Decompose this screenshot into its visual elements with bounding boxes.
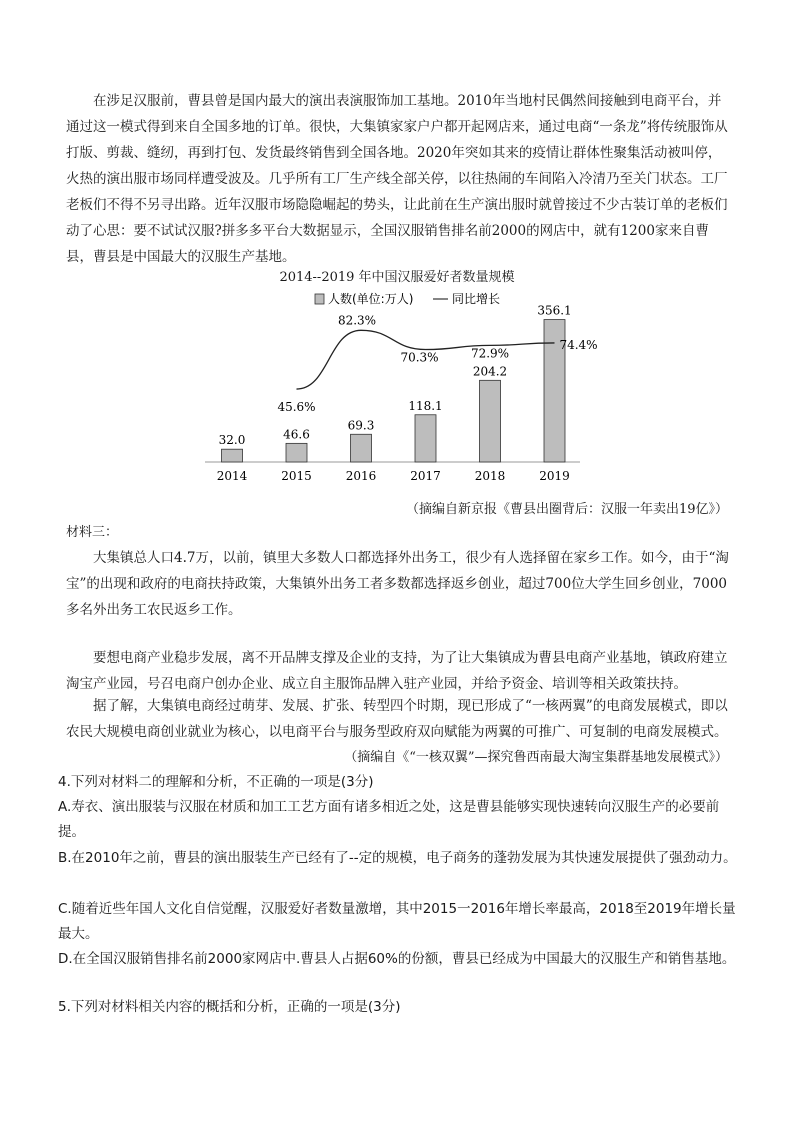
legend-bar-swatch [315,294,324,304]
question-4-option-b: B.在2010年之前，曹县的演出服装生产已经有了--定的规模，电子商务的蓬勃发展为其快速发展提供了强劲动力。 [58,850,737,866]
material3-source: （摘编自《“一核双翼”—探究鲁西南最大淘宝集群基地发展模式》） [344,750,728,765]
bar-2014 [222,449,243,462]
bar-label-2017: 118.1 [408,398,443,413]
bar-label-2014: 32.0 [218,433,246,448]
x-tick-2019: 2019 [539,469,570,483]
x-tick-2017: 2017 [410,469,441,483]
question-5-stem: 5.下列对材料相关内容的概括和分析，正确的一项是(3分) [58,999,401,1015]
material3-p3: 据了解，大集镇电商经过萌芽、发展、扩张、转型四个时期，现已形成了“一核两翼”的电商发展模式，即以农民大规模电商创业就业为核心，以电商平台与服务型政府双向赋能为两翼的可推广、可复制的电商发展模式。 [66,698,728,740]
bar-2017 [415,415,436,462]
growth-label-2018: 72.9% [470,346,510,361]
hanfu-chart [150,288,620,488]
growth-label-2017: 70.3% [400,350,439,365]
bar-label-2019: 356.1 [537,303,572,318]
growth-label-2016: 82.3% [337,313,377,328]
material3-p1: 大集镇总人口4.7万，以前，镇里大多数人口都选择外出务工，很少有人选择留在家乡工作。如今，由于“淘宝”的出现和政府的电商扶持政策，大集镇外出务工者多数都选择返乡创业，超过700位大学生回乡创业，7000多名外出务工农民返乡工作。 [66,550,729,618]
question-4-option-c: C.随着近些年国人文化自信觉醒，汉服爱好者数量激增，其中2015一2016年增长率最高，2018至2019年增长量最大。 [58,901,736,942]
growth-label-2015: 45.6% [277,400,316,415]
bar-label-2015: 46.6 [283,427,310,442]
bar-2016 [351,434,372,462]
chart-title: 2014--2019 年中国汉服爱好者数量规模 [279,270,515,285]
growth-label-2019: 74.4% [559,337,598,352]
question-4-option-d: D.在全国汉服销售排名前2000家网店中.曹县人占据60%的份额，曹县已经成为中国最大的汉服生产和销售基地。 [58,951,736,967]
bar-label-2018: 204.2 [472,364,508,379]
x-tick-2015: 2015 [281,469,312,483]
x-tick-2016: 2016 [345,469,377,483]
question-4-option-a: A.寿衣、演出服装与汉服在材质和加工工艺方面有诸多相近之处，这是曹县能够实现快速转向汉服生产的必要前提。 [58,799,720,840]
x-tick-2018: 2018 [474,469,506,483]
chart-legend [315,291,500,306]
legend-bar-label: 人数(单位:万人) [328,292,414,306]
material2-source: （摘编自新京报《曹县出圈背后：汉服一年卖出19亿》） [405,502,728,517]
bar-label-2016: 69.3 [347,418,375,433]
bar-2018 [480,380,501,462]
material2-paragraph: 在涉足汉服前，曹县曾是国内最大的演出表演服饰加工基地。2010年当地村民偶然间接触到电商平台，并通过这一模式得到来自全国多地的订单。很快，大集镇家家户户都开起网店来，通过电商“一条龙”将传统服饰从打版、剪裁、缝纫，再到打包、发货最终销售到全国各地。2020年突如其来的疫情让群体性聚集活动被叫停，火热的演出服市场同样遭受波及。几乎所有工厂生产线全部关停，以往热闹的车间陷入冷清乃至关门状态。工厂老板们不得不另寻出路。近年汉服市场隐隐崛起的势头，让此前在生产演出服时就曾接过不少古装订单的老板们动了心思：要不试试汉服?拼多多平台大数据显示，全国汉服销售排名前2000的网店中，就有1200家来自曹县，曹县是中国最大的汉服生产基地。 [66,93,728,265]
legend-line-label: 同比增长 [452,292,501,306]
bar-2015 [286,443,307,462]
x-tick-2014: 2014 [216,469,248,483]
material3-label: 材料三： [66,525,119,540]
question-4-stem: 4.下列对材料二的理解和分析，不正确的一项是(3分) [58,774,374,790]
material3-p2: 要想电商产业稳步发展，离不开品牌支撑及企业的支持，为了让大集镇成为曹县电商产业基地，镇政府建立淘宝产业园，号召电商户创办企业、成立自主服饰品牌入驻产业园，并给予资金、培训等相关政策扶持。 [66,650,728,692]
